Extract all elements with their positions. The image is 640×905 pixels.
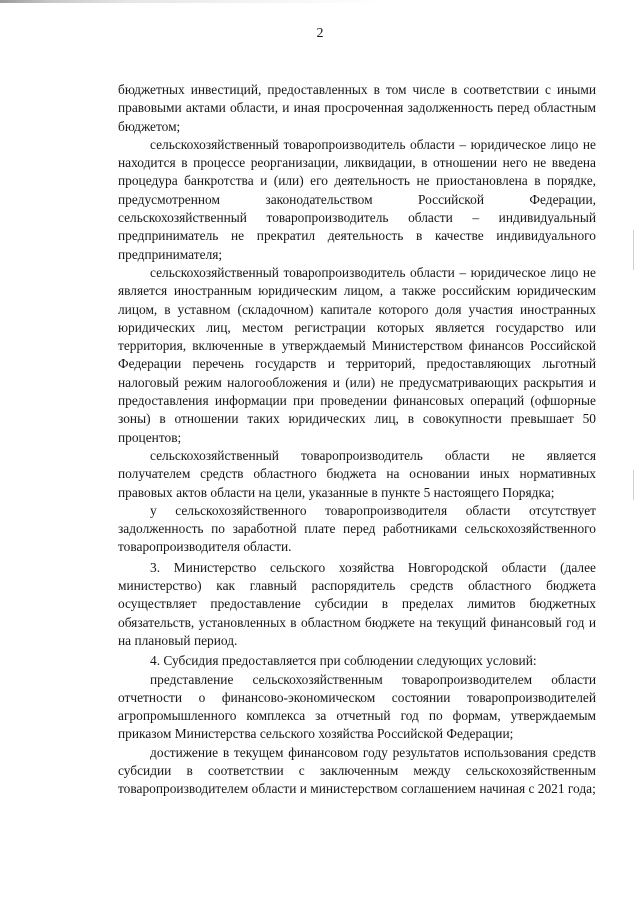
scan-margin-mark bbox=[633, 230, 634, 270]
page-number: 2 bbox=[316, 26, 324, 41]
paragraph-not-budget-recipient: сельскохозяйственный товаропроизводитель области не является получателем средств областного бюджета на основании иных нормативных правовых актов области на цели, указанные в пункте 5 настоящего Порядка; bbox=[118, 447, 596, 500]
paragraph-no-reorganization: сельскохозяйственный товаропроизводитель области – юридическое лицо не находится в процессе реорганизации, ликвидации, в отношении него не введена процедура банкротства и (или) его деятельность не приостановлена в порядке, предусмотренном законодательством Российской Федерации, сельскохозяйственный товаропроизводитель области – индивидуальный предприниматель не прекратил деятельность в качестве индивидуального предпринимателя; bbox=[118, 136, 596, 262]
paragraph-reporting: представление сельскохозяйственным товаропроизводителем области отчетности о финансово-экономическом состоянии товаропроизводителей агропромышленного комплекса за отчетный год по формам, утверждаемым приказом Министерства сельского хозяйства Российской Федерации; bbox=[118, 671, 596, 742]
paragraph-budget-investments: бюджетных инвестиций, предоставленных в том числе в соответствии с иными правовыми актами области, и иная просроченная задолженность перед областным бюджетом; bbox=[118, 82, 596, 134]
document-body bbox=[118, 81, 596, 799]
scan-edge-shadow bbox=[0, 0, 640, 3]
paragraph-not-foreign-entity: сельскохозяйственный товаропроизводитель области – юридическое лицо не является иностранным юридическим лицом, а также российским юридическим лицом, в уставном (складочном) капитале которого доля участия иностранных юридических лиц, местом регистрации которых является государство или территория, включенные в утверждаемый Министерством финансов Российской Федерации перечень государств и территорий, предоставляющих льготный налоговый режим налогообложения и (или) не предусматривающих раскрытия и предоставления информации при проведении финансовых операций (офшорные зоны) в отношении таких юридических лиц, в совокупности превышает 50 процентов; bbox=[118, 264, 596, 445]
scan-margin-mark bbox=[633, 470, 634, 500]
paragraph-results: достижение в текущем финансовом году результатов использования средств субсидии в соответствии с заключенным между сельскохозяйственным товаропроизводителем области и министерством соглашением начиная с 2021 года; bbox=[118, 744, 596, 797]
paragraph-item-4-conditions: 4. Субсидия предоставляется при соблюдении следующих условий: bbox=[150, 653, 537, 669]
paragraph-item-3-ministry: 3. Министерство сельского хозяйства Новгородской области (далее министерство) как главный распорядитель средств областного бюджета осуществляет предоставление субсидии в пределах лимитов бюджетных обязательств, установленных в областном бюджете на текущий финансовый год и на плановый период. bbox=[118, 559, 596, 648]
paragraph-no-wage-debt: у сельскохозяйственного товаропроизводителя области отсутствует задолженность по заработной плате перед работниками сельскохозяйственного товаропроизводителя области. bbox=[118, 502, 596, 555]
